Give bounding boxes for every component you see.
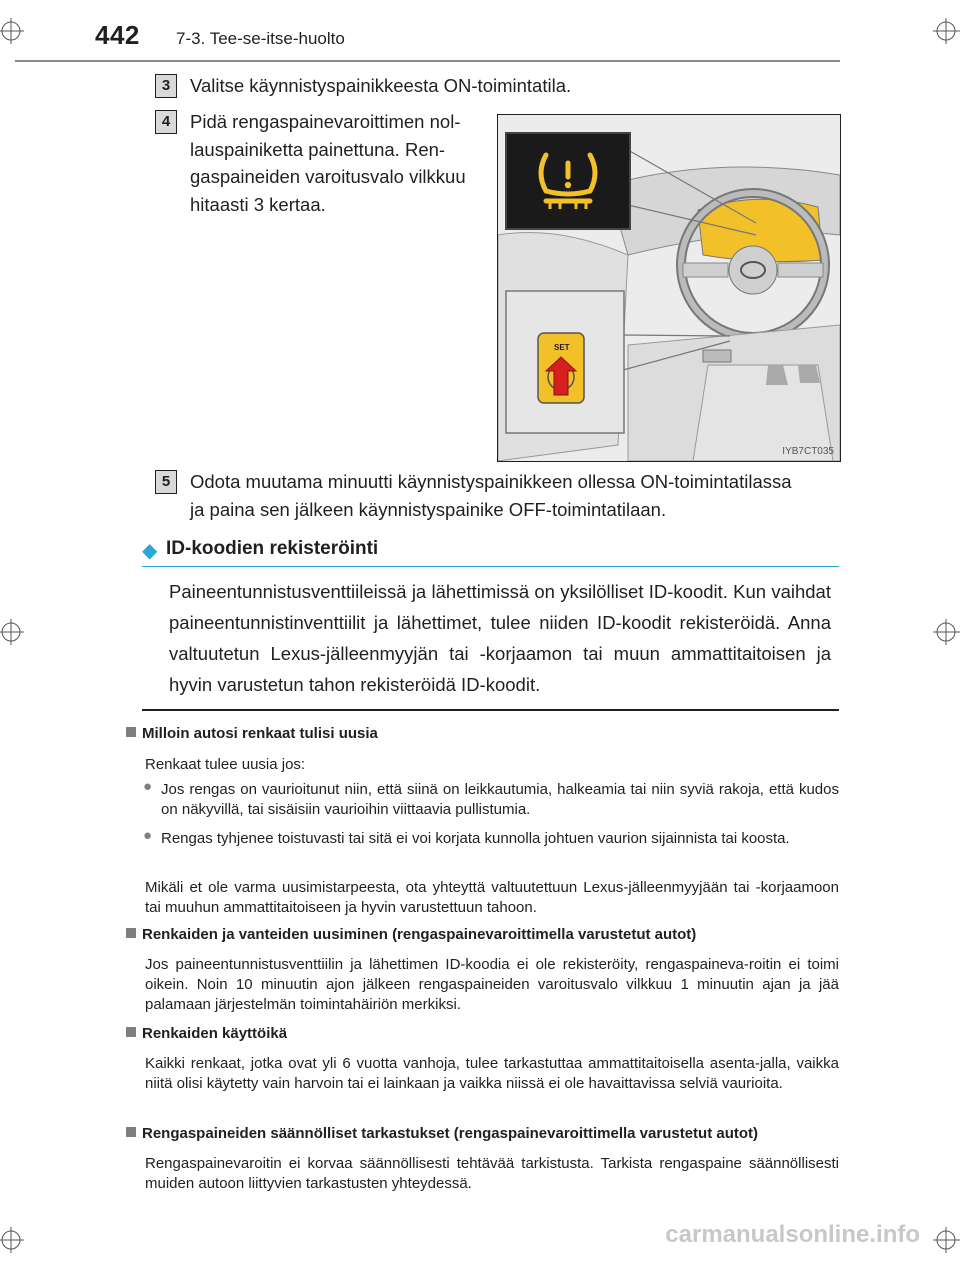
- note-heading: [126, 1025, 287, 1042]
- notes-divider: [142, 709, 839, 711]
- step-5-badge: 5: [155, 470, 177, 494]
- step-4-line: gaspaineiden varoitusvalo vilkkuu: [190, 166, 466, 187]
- dashboard-drawing: [498, 115, 840, 461]
- step-4-line: hitaasti 3 kertaa.: [190, 193, 326, 215]
- note-heading: [126, 1125, 758, 1142]
- header-divider: [15, 60, 840, 62]
- step-4-line: Pidä rengaspainevaroittimen nol-: [190, 111, 461, 132]
- step-4-text: [190, 108, 480, 218]
- diamond-icon: ◆: [142, 540, 158, 562]
- note-heading-text: Rengaspaineiden säännölliset tarkastukset (rengaspainevaroittimella varustetut autot): [142, 1125, 759, 1142]
- step-3-text: Valitse käynnistyspainikkeesta ON-toimintatila.: [190, 75, 572, 96]
- step-5-line: ja paina sen jälkeen käynnistyspainike OFF-toimintatilaan.: [190, 498, 667, 520]
- id-section-heading: ID-koodien rekisteröinti: [166, 538, 379, 559]
- square-bullet-icon: [126, 928, 136, 938]
- section-title: 7-3. Tee-se-itse-huolto: [176, 29, 345, 48]
- square-bullet-icon: [126, 1127, 136, 1137]
- circle-bullet-icon: ●: [143, 827, 153, 844]
- note-text: Jos paineentunnistusventtiilin ja lähettimen ID-koodia ei ole rekisteröity, rengaspaineva-roitin ei toimi oikein. Noin 10 minuutin ajon jälkeen rengaspaineiden varoitusvalo vilkkuu 1 minuutin ajan ja jää palamaan järjestelmän toimintahäiriön merkiksi.: [145, 956, 839, 1013]
- note-bullet: Rengas tyhjenee toistuvasti tai sitä ei voi korjata kunnolla johtuen vaurion sijainnista tai koosta.: [161, 830, 790, 847]
- step-4-line: lauspainiketta painettuna. Ren-: [190, 138, 446, 160]
- note-heading: [126, 725, 378, 742]
- note-heading-text: Renkaiden ja vanteiden uusiminen (rengaspainevaroittimella varustetut autot): [142, 926, 697, 943]
- dashboard-illustration: [497, 114, 841, 462]
- watermark: carmanualsonline.info: [665, 1221, 920, 1248]
- note-heading-text: Milloin autosi renkaat tulisi uusia: [142, 725, 378, 742]
- set-button-label: SET: [554, 343, 570, 352]
- circle-bullet-icon: ●: [143, 778, 153, 795]
- note-intro: Renkaat tulee uusia jos:: [145, 756, 306, 773]
- page-number: 442: [95, 20, 140, 50]
- id-section-divider: [142, 566, 839, 567]
- figure-code: IYB7CT035: [782, 446, 834, 457]
- id-section-paragraph: Paineentunnistusventtiileissä ja lähettimissä on yksilölliset ID-koodit. Kun vaihdat paineentunnistinventtiilit ja lähettimet, tulee niiden ID-koodit rekisteröidä. Anna valtuutetun Lexus-jälleenmyyjän tai -korjaamon tai muun ammattitaitoisen ja hyvin varustetun tahon rekisteröidä ID-koodit.: [169, 581, 831, 695]
- square-bullet-icon: [126, 1027, 136, 1037]
- note-bullet: Jos rengas on vaurioitunut niin, että siinä on leikkautumia, halkeamia tai niin syviä rakoja, että kudos on näkyvillä, tai sisäisiin vaurioihin viittaavia pullistumia.: [161, 781, 839, 818]
- square-bullet-icon: [126, 727, 136, 737]
- step-5-line: Odota muutama minuutti käynnistyspainikkeen ollessa ON-toimintatilassa: [190, 471, 792, 492]
- step-5-text: [190, 468, 840, 523]
- note-heading: [126, 926, 696, 943]
- note-heading-text: Renkaiden käyttöikä: [142, 1025, 288, 1042]
- step-3-badge: 3: [155, 74, 177, 98]
- note-text: Kaikki renkaat, jotka ovat yli 6 vuotta vanhoja, tulee tarkastuttaa ammattitaitoisella asenta-jalla, vaikka niitä olisi käytetty vain harvoin tai ei lainkaan ja vaikka niissä ei ole havaittavissa selviä vaurioita.: [145, 1055, 839, 1092]
- step-4-badge: 4: [155, 110, 177, 134]
- note-outro: Mikäli et ole varma uusimistarpeesta, ota yhteyttä valtuutettuun Lexus-jälleenmyyjään tai -korjaamoon tai muuhun ammattitaitoiseen ja hyvin varustettuun tahoon.: [145, 879, 839, 916]
- note-text: Rengaspainevaroitin ei korvaa säännöllisesti tehtävää tarkistusta. Tarkista rengaspaine säännöllisesti muiden autoon liittyvien tarkastusten yhteydessä.: [145, 1155, 839, 1192]
